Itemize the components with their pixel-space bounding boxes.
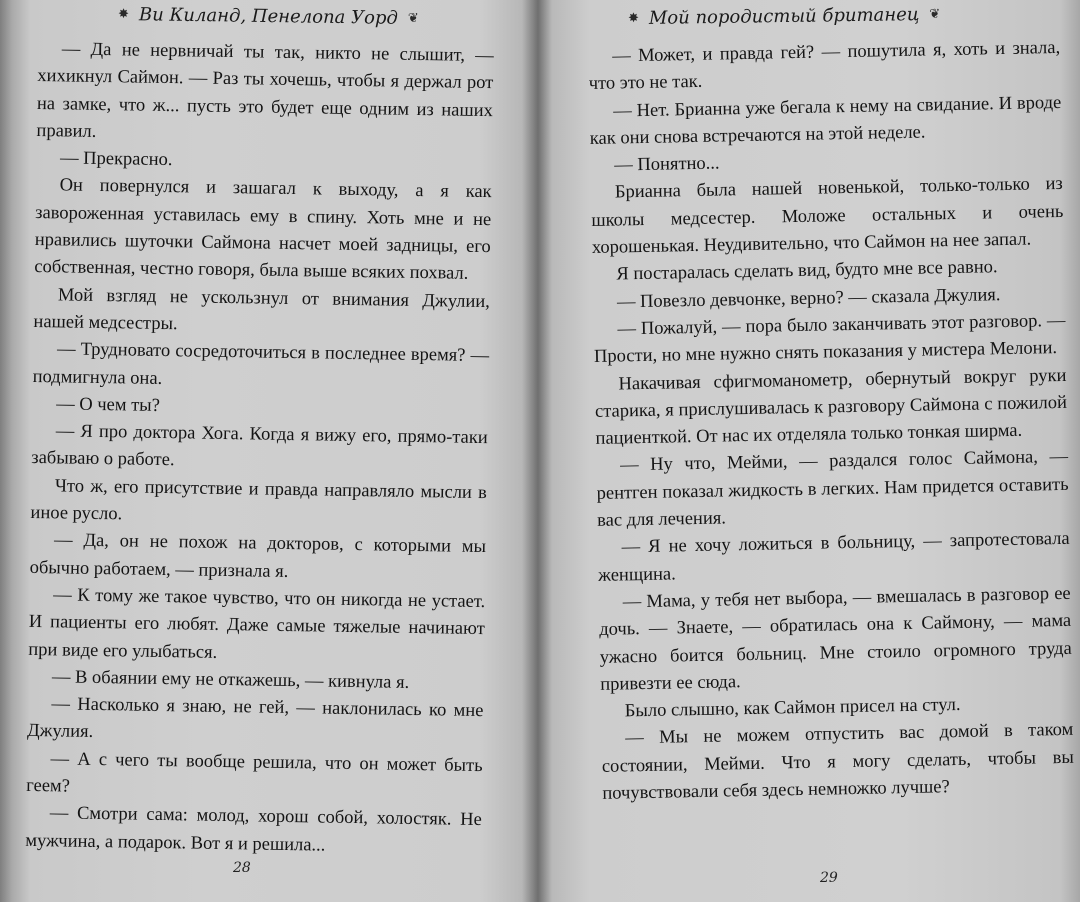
paragraph: — Нет. Брианна уже бегала к нему на свидание. И вроде как они снова встречаются на этой неделе. (589, 92, 1062, 149)
paragraph: — Насколько я знаю, не гей, — наклонилась ко мне Джулия. (26, 694, 484, 743)
left-page-number: 28 (233, 860, 251, 876)
paragraph: Было слышно, как Саймон присел на стул. (624, 695, 961, 722)
paragraph: Брианна была нашей новенькой, только-только из школы медсестер. Моложе остальных и очень хорошенькая. Неудивительно, что Саймон на нее запал. (591, 174, 1064, 259)
paragraph: — К тому же такое чувство, что он никогда не устает. И пациенты его любят. Даже самые тяжелые начинают при виде его улыбаться. (28, 585, 486, 663)
paragraph: Накачивая сфигмоманометр, обернутый вокруг руки старика, я прислушивалась к разговору Саймона с пожилой пациенткой. От нас их отделяла только тонкая ширма. (594, 365, 1068, 450)
paragraph: Он повернулся и зашагал к выходу, а я как завороженная уставилась ему в спину. Хоть мне и не нравились шуточки Саймона насчет моей задницы, его собственная, честно говоря, была выше всяких похвал. (34, 175, 492, 285)
paragraph: — Да, он не похож на докторов, с которыми мы обычно работаем, — признала я. (29, 530, 487, 582)
paragraph: — Трудновато сосредоточиться в последнее время? — подмигнула она. (32, 339, 490, 389)
right-running-head-text: Мой породистый британец (648, 4, 920, 29)
paragraph: Я постаралась сделать вид, будто мне все равно. (616, 257, 998, 285)
paragraph: — Смотри сама: молод, хорош собой, холостяк. Не мужчина, а подарок. Вот я и решила... (25, 803, 482, 856)
paragraph: — А с чего ты вообще решила, что он может быть геем? (26, 749, 483, 797)
left-running-head (118, 4, 419, 29)
paragraph: Что ж, его присутствие и правда направляло мысли в иное русло. (30, 476, 488, 525)
left-body-text (25, 36, 494, 862)
left-running-head-text: Ви Киланд, Пенелопа Уорд (138, 4, 398, 29)
paragraph: Мой взгляд не ускользнул от внимания Джулии, нашей медсестры. (33, 285, 491, 335)
paragraph: — Да не нервничай ты так, никто не слышит, — хихикнул Саймон. — Раз ты хочешь, чтобы я держал рот на замке, что ж... пусть это будет еще одним из наших правил. (36, 39, 494, 142)
paragraph: — Прекрасно. (59, 148, 173, 171)
paragraph: — Я про доктора Хога. Когда я вижу его, прямо-таки забываю о работе. (31, 421, 488, 471)
paragraph: — Понятно... (614, 153, 720, 176)
left-page (0, 0, 528, 902)
paragraph: — В обаянии ему не откажешь, — кивнула я. (51, 667, 410, 693)
paragraph: — Мы не можем отпустить вас домой в таком состоянии, Мейми. Что я могу сделать, чтобы вы почувствовали себя здесь немножко лучше? (601, 720, 1074, 804)
right-ornament-icon: ✸ (627, 11, 640, 27)
right-body-text (588, 35, 1075, 808)
paragraph: — Повезло девчонке, верно? — сказала Джулия. (616, 284, 1001, 313)
right-page-number: 29 (820, 870, 838, 886)
paragraph: — О чем ты? (56, 394, 161, 416)
left-flourish-icon: ❦ (407, 10, 419, 27)
left-ornament-icon: ✸ (117, 6, 130, 23)
right-page (548, 0, 1080, 902)
paragraph: — Ну что, Мейми, — раздался голос Саймона, — рентген показал жидкость в легких. Нам придется оставить вас для лечения. (596, 447, 1069, 531)
paragraph: — Может, и правда гей? — пошутила я, хоть и знала, что это не так. (588, 37, 1061, 95)
paragraph: — Я не хочу ложиться в больницу, — запротестовала женщина. (598, 529, 1070, 586)
paragraph: — Мама, у тебя нет выбора, — вмешалась в разговор ее дочь. — Знаете, — обратилась она к Саймону, — мама ужасно боится больниц. Мне стоило огромного труда привезти ее сюда. (599, 583, 1072, 695)
right-running-head (628, 4, 941, 29)
paragraph: — Пожалуй, — пора было заканчивать этот разговор. — Прости, но мне нужно снять показания у мистера Мелони. (593, 310, 1066, 368)
right-flourish-icon: ❦ (929, 6, 941, 22)
